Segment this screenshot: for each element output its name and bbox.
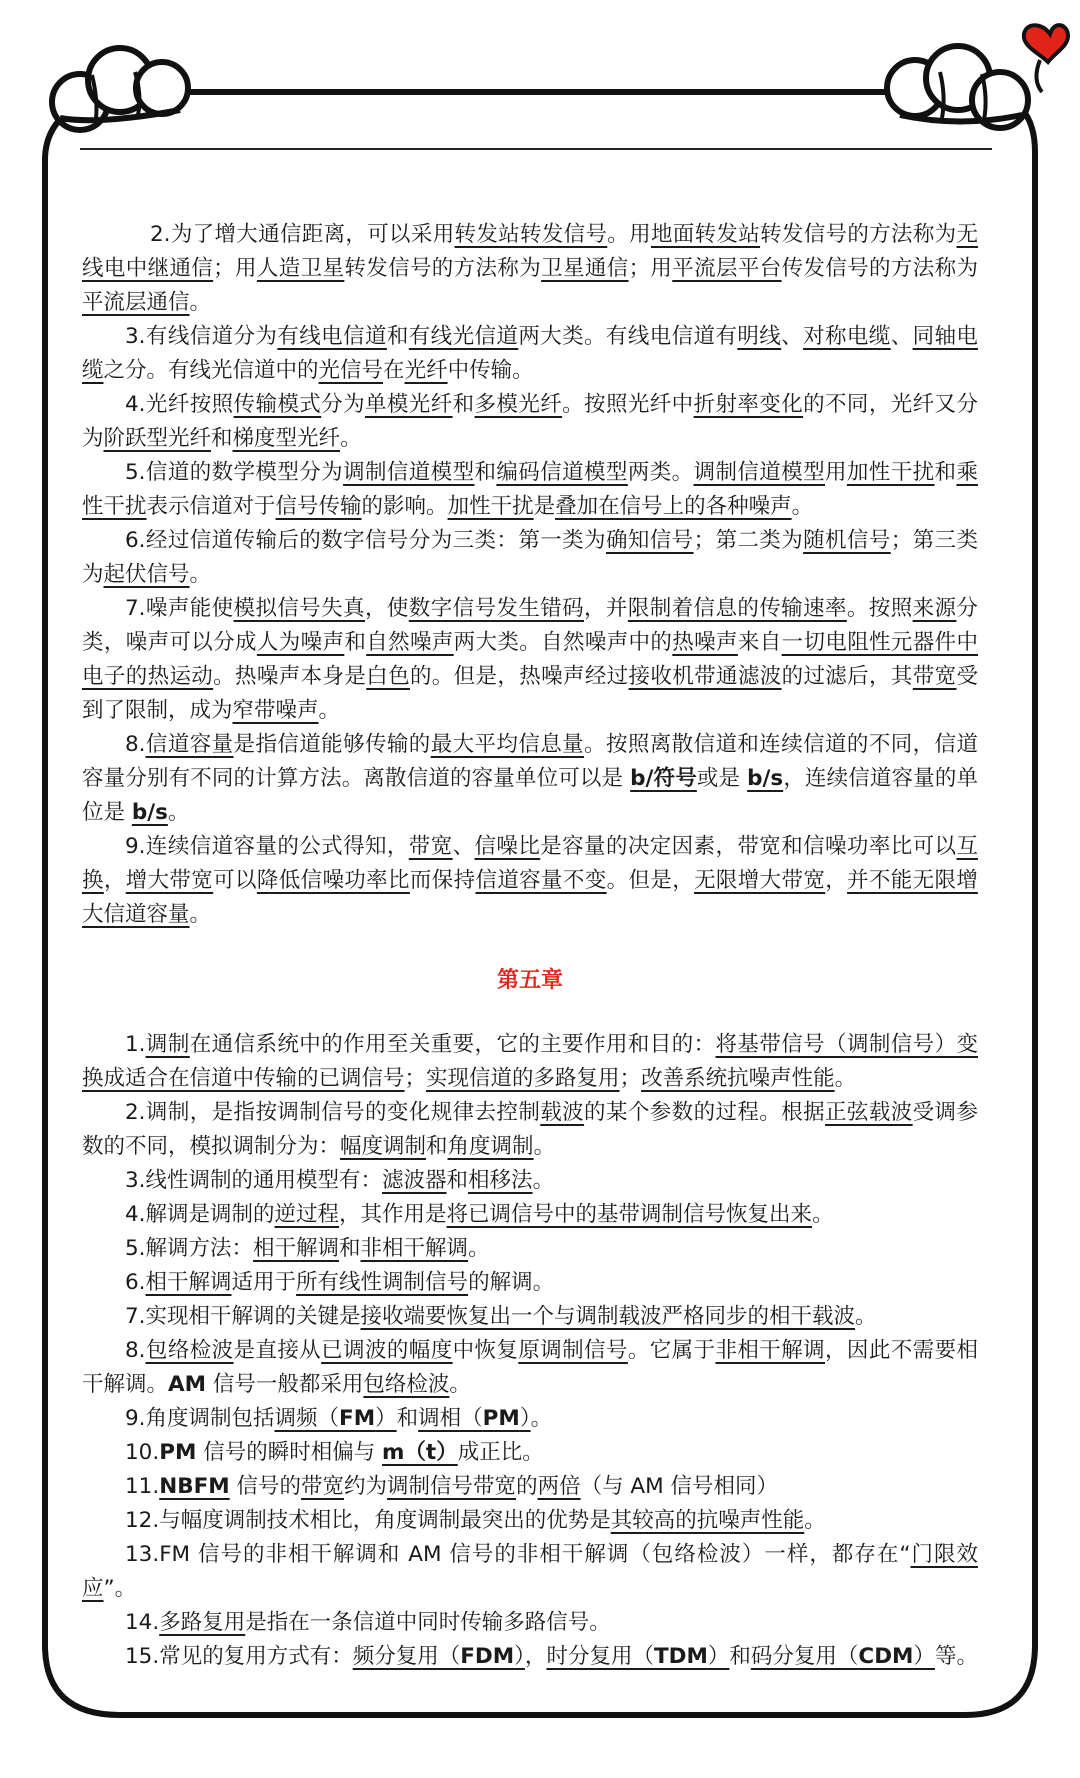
- key-term: 平流层平台: [672, 256, 782, 281]
- paragraph-text: 。用: [607, 222, 651, 247]
- note-paragraph: [82, 1164, 978, 1198]
- paragraph-text: 在: [383, 358, 405, 383]
- paragraph-text: ”。: [103, 1576, 137, 1601]
- paragraph-text: 2.为了增大通信距离，可以采用: [150, 222, 455, 247]
- key-term: 所有线性调制信号: [296, 1270, 469, 1295]
- note-paragraph: [82, 1436, 978, 1470]
- paragraph-text: 5.解调方法：: [125, 1236, 254, 1261]
- key-term: 阶跃型光纤: [103, 426, 212, 451]
- key-term: 带宽: [912, 664, 957, 689]
- paragraph-text: 2.调制，是指按调制信号的变化规律去控制: [125, 1100, 541, 1125]
- key-term: 有线电信道: [277, 324, 387, 349]
- paragraph-text: 。: [855, 1304, 877, 1329]
- key-term: 带宽: [408, 834, 453, 859]
- paragraph-text: 和: [934, 460, 957, 485]
- paragraph-text: 3.有线信道分为: [125, 324, 278, 349]
- paragraph-text: 是容量的决定因素，带宽和信噪功率比可以: [540, 834, 957, 859]
- key-term: 信道容量: [145, 732, 234, 757]
- chapter-title: 第五章: [496, 968, 563, 993]
- note-paragraph: [82, 388, 978, 456]
- paragraph-text: 。: [468, 1236, 490, 1261]
- paragraph-text: 8.: [125, 1338, 146, 1363]
- paragraph-text: 15.常见的复用方式有：: [125, 1644, 353, 1669]
- key-term: 数字信号发生错码: [408, 596, 585, 621]
- paragraph-text: 。按照: [846, 596, 913, 621]
- paragraph-text: 成正比。: [457, 1440, 544, 1465]
- key-term: 平流层通信: [82, 290, 190, 315]
- key-term: 带宽: [301, 1474, 345, 1499]
- paragraph-text: ，并: [584, 596, 628, 621]
- key-term: 并不能无限增大信道容量: [82, 868, 978, 927]
- paragraph-text: 和: [452, 392, 475, 417]
- key-term: ）: [707, 1644, 730, 1669]
- paragraph-text: 10.: [125, 1440, 160, 1465]
- key-term: 乘性干扰: [82, 460, 978, 519]
- key-term: 信道容量不变: [475, 868, 607, 893]
- key-term: 编码信道模型: [496, 460, 628, 485]
- key-term: 实现信道的多路复用: [426, 1066, 620, 1091]
- key-term: 热噪声: [672, 630, 738, 655]
- paragraph-text: 和: [426, 1134, 448, 1159]
- key-term: 频分复用（: [352, 1644, 461, 1669]
- key-term: 互换: [82, 834, 978, 893]
- paragraph-text: 的影响。: [361, 494, 448, 519]
- paragraph-text: 两大类。自然噪声中的: [453, 630, 673, 655]
- paragraph-text: 。: [189, 290, 212, 315]
- paragraph-text: 和: [396, 1406, 419, 1431]
- key-term: 相干解调: [145, 1270, 232, 1295]
- key-term: 码分复用（: [750, 1644, 859, 1669]
- key-term: 叠加在信号上的各种噪声: [555, 494, 792, 519]
- key-term: ）: [913, 1644, 935, 1669]
- key-term: 传输模式: [233, 392, 322, 417]
- key-term: 增大带宽: [125, 868, 214, 893]
- key-term: 梯度型光纤: [232, 426, 341, 451]
- key-term: m（t）: [382, 1440, 458, 1465]
- key-term: 信噪比: [474, 834, 541, 859]
- paragraph-text: 11.: [125, 1474, 160, 1499]
- paragraph-text: ；用: [628, 256, 673, 281]
- key-term: 信号传输: [275, 494, 362, 519]
- key-term: 无限增大带宽: [694, 868, 826, 893]
- paragraph-text: 。热噪声本身是: [213, 664, 367, 689]
- paragraph-text: ，: [524, 1644, 547, 1669]
- key-term: PM: [159, 1440, 197, 1465]
- paragraph-text: 4.解调是调制的: [125, 1202, 275, 1227]
- key-term: 人造卫星: [256, 256, 345, 281]
- paragraph-text: 表示信道对于: [146, 494, 276, 519]
- note-paragraph: [82, 1538, 978, 1606]
- paragraph-text: 。: [449, 1372, 471, 1397]
- key-term: 转发站转发信号: [454, 222, 608, 247]
- paragraph-text: ，使: [364, 596, 409, 621]
- document-body: [82, 218, 978, 1674]
- paragraph-text: 的。但是，热噪声经过: [409, 664, 629, 689]
- paragraph-text: 信号的瞬时相偏与: [196, 1440, 383, 1465]
- key-term: 最大平均信息量: [430, 732, 585, 757]
- paragraph-text: 。按照光纤中: [562, 392, 694, 417]
- paragraph-text: 14.: [125, 1610, 160, 1635]
- note-paragraph: [82, 1504, 978, 1538]
- key-term: 非相干解调: [360, 1236, 469, 1261]
- paragraph-text: 中传输。: [447, 358, 534, 383]
- paragraph-text: 。: [533, 1134, 556, 1159]
- paragraph-text: 12.与幅度调制技术相比，角度调制最突出的优势是: [125, 1508, 611, 1533]
- key-term: 改善系统抗噪声性能: [641, 1066, 835, 1091]
- paragraph-text: ，其作用是: [339, 1202, 447, 1227]
- key-term: 载波: [540, 1100, 585, 1125]
- key-term: 调制信号带宽: [387, 1474, 517, 1499]
- paragraph-text: ，: [103, 868, 126, 893]
- paragraph-text: 之分。有线光信道中的: [103, 358, 319, 383]
- note-paragraph: [82, 1640, 978, 1674]
- paragraph-text: ，连续信道容量的单位是: [82, 766, 978, 825]
- paragraph-text: ，: [825, 868, 848, 893]
- key-term: 窄带噪声: [232, 698, 319, 723]
- paragraph-text: 、: [452, 834, 475, 859]
- key-term: 降低信噪功率比: [256, 868, 410, 893]
- key-term: 幅度调制: [340, 1134, 427, 1159]
- key-term: NBFM: [159, 1474, 230, 1499]
- key-term: 明线: [737, 324, 782, 349]
- key-term: 无线电中继通信: [82, 222, 978, 281]
- paragraph-text: 。: [532, 1168, 555, 1193]
- paragraph-text: 。: [340, 426, 362, 451]
- note-paragraph: [82, 1096, 978, 1164]
- key-term: 角度调制: [447, 1134, 534, 1159]
- paragraph-text: 、: [890, 324, 913, 349]
- key-term: 两倍: [537, 1474, 581, 1499]
- key-term: 门限效应: [82, 1542, 978, 1601]
- note-paragraph: [82, 1198, 978, 1232]
- paragraph-text: 是: [533, 494, 556, 519]
- paragraph-text: 受到了限制，成为: [82, 664, 978, 723]
- note-paragraph: [82, 830, 978, 932]
- paragraph-text: ；: [619, 1066, 642, 1091]
- paragraph-text: 。: [804, 1508, 826, 1533]
- paragraph-text: 中恢复: [452, 1338, 519, 1363]
- key-term: 起伏信号: [103, 562, 190, 587]
- key-term: 折射率变化: [693, 392, 804, 417]
- paragraph-text: 。: [812, 1202, 834, 1227]
- paragraph-text: 适用于: [231, 1270, 297, 1295]
- key-term: 非相干解调: [715, 1338, 826, 1363]
- key-term: 已调波的幅度: [321, 1338, 453, 1363]
- key-term: 多模光纤: [474, 392, 563, 417]
- paragraph-text: ；用: [213, 256, 257, 281]
- key-term: 多路复用: [159, 1610, 246, 1635]
- paragraph-text: ；: [404, 1066, 427, 1091]
- paragraph-text: 7.噪声能使: [125, 596, 234, 621]
- heart-icon: [1024, 25, 1068, 62]
- paragraph-text: 。它属于: [627, 1338, 716, 1363]
- paragraph-text: 和: [474, 460, 497, 485]
- paragraph-text: 13.FM 信号的非相干解调和 AM 信号的非相干解调（包络检波）一样，都存在“: [125, 1542, 911, 1567]
- paragraph-text: 而保持: [409, 868, 476, 893]
- note-paragraph: [82, 728, 978, 830]
- paragraph-text: ；第三类为: [82, 528, 978, 587]
- paragraph-text: 的过滤后，其: [781, 664, 913, 689]
- key-term: 一切电阻性元器件中电子的热运动: [82, 630, 978, 689]
- key-term: 来源: [912, 596, 957, 621]
- key-term: 加性干扰: [447, 494, 534, 519]
- paragraph-text: ，因此不需要相干解调。: [82, 1338, 978, 1397]
- paragraph-text: 6.经过信道传输后的数字信号分为三类：第一类为: [125, 528, 606, 553]
- key-term: b/符号: [630, 766, 697, 791]
- paragraph-text: 信号一般都采用: [206, 1372, 364, 1397]
- key-term: 同轴电缆: [82, 324, 978, 383]
- note-paragraph: [82, 1300, 978, 1334]
- paragraph-text: 。: [167, 800, 190, 825]
- paragraph-text: 。: [189, 902, 212, 927]
- paragraph-text: ；第二类为: [693, 528, 804, 553]
- key-term: 自然噪声: [366, 630, 454, 655]
- note-paragraph: [82, 1470, 978, 1504]
- paragraph-text: 转发信号的方法称为: [760, 222, 957, 247]
- note-paragraph: [82, 1028, 978, 1096]
- key-term: 将已调信号中的基带调制信号恢复出来: [446, 1202, 813, 1227]
- paragraph-text: 可以: [213, 868, 257, 893]
- paragraph-text: 或是: [696, 766, 748, 791]
- key-term: 将基带信号（调制信号）变换成适合在信道中传输的已调信号: [82, 1032, 978, 1091]
- paragraph-text: 7.实现相干解调的关键是: [125, 1304, 361, 1329]
- key-term: 有线光信道: [408, 324, 519, 349]
- paragraph-text: 8.: [125, 732, 146, 757]
- key-term: 调频（: [274, 1406, 340, 1431]
- key-term: 地面转发站: [650, 222, 761, 247]
- paragraph-text: 是指信道能够传输的: [233, 732, 431, 757]
- key-term: 包络检波: [145, 1338, 234, 1363]
- key-term: 光信号: [318, 358, 384, 383]
- paragraph-text: 的解调。: [468, 1270, 555, 1295]
- paragraph-text: 。: [791, 494, 814, 519]
- key-term: 调制信道模型: [693, 460, 825, 485]
- note-paragraph: [82, 320, 978, 388]
- paragraph-text: 和: [729, 1644, 751, 1669]
- paragraph-text: 6.: [125, 1270, 146, 1295]
- paragraph-text: 受调参数的不同，模拟调制分为：: [82, 1100, 978, 1159]
- key-term: b/s: [747, 766, 784, 791]
- paragraph-text: 来自: [737, 630, 782, 655]
- key-term: 包络检波: [363, 1372, 450, 1397]
- paragraph-text: 是指在一条信道中同时传输多路信号。: [245, 1610, 611, 1635]
- key-term: 正弦载波: [825, 1100, 913, 1125]
- paragraph-text: 1.: [125, 1032, 146, 1057]
- key-term: CDM: [858, 1644, 914, 1669]
- note-paragraph: [82, 456, 978, 524]
- paragraph-text: 和: [339, 1236, 361, 1261]
- key-term: 确知信号: [605, 528, 694, 553]
- key-term: PM: [482, 1406, 520, 1431]
- key-term: AM: [168, 1372, 207, 1397]
- paragraph-text: 和: [211, 426, 233, 451]
- key-term: 原调制信号: [518, 1338, 628, 1363]
- key-term: 卫星通信: [541, 256, 629, 281]
- key-term: 加性干扰: [846, 460, 935, 485]
- paragraph-text: 两类。: [627, 460, 694, 485]
- note-paragraph: [82, 1232, 978, 1266]
- paragraph-text: 转发信号的方法称为: [344, 256, 542, 281]
- key-term: 接收机带通滤波: [628, 664, 782, 689]
- key-term: 单模光纤: [364, 392, 453, 417]
- paragraph-text: 。但是，: [606, 868, 695, 893]
- key-term: 相干解调: [253, 1236, 340, 1261]
- paragraph-text: 用: [825, 460, 847, 485]
- paragraph-text: 是直接从: [233, 1338, 322, 1363]
- key-term: 时分复用（: [546, 1644, 654, 1669]
- paragraph-text: 、: [781, 324, 804, 349]
- paragraph-text: 传发信号的方法称为: [781, 256, 978, 281]
- key-term: FDM: [460, 1644, 515, 1669]
- paragraph-text: （与 AM 信号相同）: [580, 1474, 779, 1499]
- paragraph-text: 。: [834, 1066, 857, 1091]
- key-term: 滤波器: [382, 1168, 447, 1193]
- key-term: 对称电缆: [803, 324, 891, 349]
- paragraph-text: 的不同，光纤又分为: [82, 392, 978, 451]
- key-term: TDM: [653, 1644, 708, 1669]
- key-term: b/s: [131, 800, 168, 825]
- key-term: 相移法: [468, 1168, 533, 1193]
- key-term: 模拟信号失真: [233, 596, 365, 621]
- paragraph-text: 。: [318, 698, 341, 723]
- key-term: 白色: [366, 664, 410, 689]
- paragraph-text: 等。: [934, 1644, 978, 1669]
- header-divider: [80, 148, 992, 150]
- key-term: 调制: [145, 1032, 190, 1057]
- section-channel-notes: [82, 218, 978, 932]
- note-paragraph: [82, 1606, 978, 1640]
- key-term: 逆过程: [274, 1202, 340, 1227]
- paragraph-text: 和: [446, 1168, 469, 1193]
- paragraph-text: 3.线性调制的通用模型有：: [125, 1168, 383, 1193]
- paragraph-text: 分为: [321, 392, 365, 417]
- paragraph-text: 。: [530, 1406, 553, 1431]
- key-term: ）: [519, 1406, 531, 1431]
- paragraph-text: 9.连续信道容量的公式得知，: [125, 834, 409, 859]
- key-term: 调相（: [418, 1406, 483, 1431]
- paragraph-text: 9.角度调制包括: [125, 1406, 275, 1431]
- key-term: 光纤: [404, 358, 448, 383]
- paragraph-text: 5.信道的数学模型分为: [125, 460, 344, 485]
- paragraph-text: 。: [189, 562, 212, 587]
- key-term: 调制信道模型: [343, 460, 475, 485]
- note-paragraph: [82, 1334, 978, 1402]
- paragraph-text: 在通信系统中的作用至关重要，它的主要作用和目的：: [189, 1032, 716, 1057]
- paragraph-text: 约为: [344, 1474, 388, 1499]
- key-term: 限制着信息的传输速率: [627, 596, 847, 621]
- paragraph-text: 4.光纤按照: [125, 392, 234, 417]
- note-paragraph: [82, 218, 978, 320]
- key-term: 随机信号: [803, 528, 891, 553]
- paragraph-text: 的某个参数的过程。根据: [584, 1100, 826, 1125]
- paragraph-text: 和: [386, 324, 409, 349]
- paragraph-text: 。按照离散信道和连续信道的不同，信道容量分别有不同的计算方法。离散信道的容量单位可以是: [82, 732, 978, 791]
- key-term: ）: [514, 1644, 525, 1669]
- paragraph-text: 的: [516, 1474, 538, 1499]
- paragraph-text: 信号的: [229, 1474, 302, 1499]
- paragraph-text: 分类，噪声可以分成: [82, 596, 978, 655]
- key-term: FM: [339, 1406, 376, 1431]
- key-term: ）: [375, 1406, 397, 1431]
- key-term: 人为噪声: [256, 630, 345, 655]
- paragraph-text: 和: [344, 630, 367, 655]
- note-paragraph: [82, 1266, 978, 1300]
- note-paragraph: [82, 1402, 978, 1436]
- section-modulation-notes: [82, 1028, 978, 1674]
- paragraph-text: 两大类。有线电信道有: [518, 324, 738, 349]
- note-paragraph: [82, 592, 978, 728]
- key-term: 其较高的抗噪声性能: [610, 1508, 805, 1533]
- note-paragraph: [82, 524, 978, 592]
- key-term: 接收端要恢复出一个与调制载波严格同步的相干载波: [360, 1304, 856, 1329]
